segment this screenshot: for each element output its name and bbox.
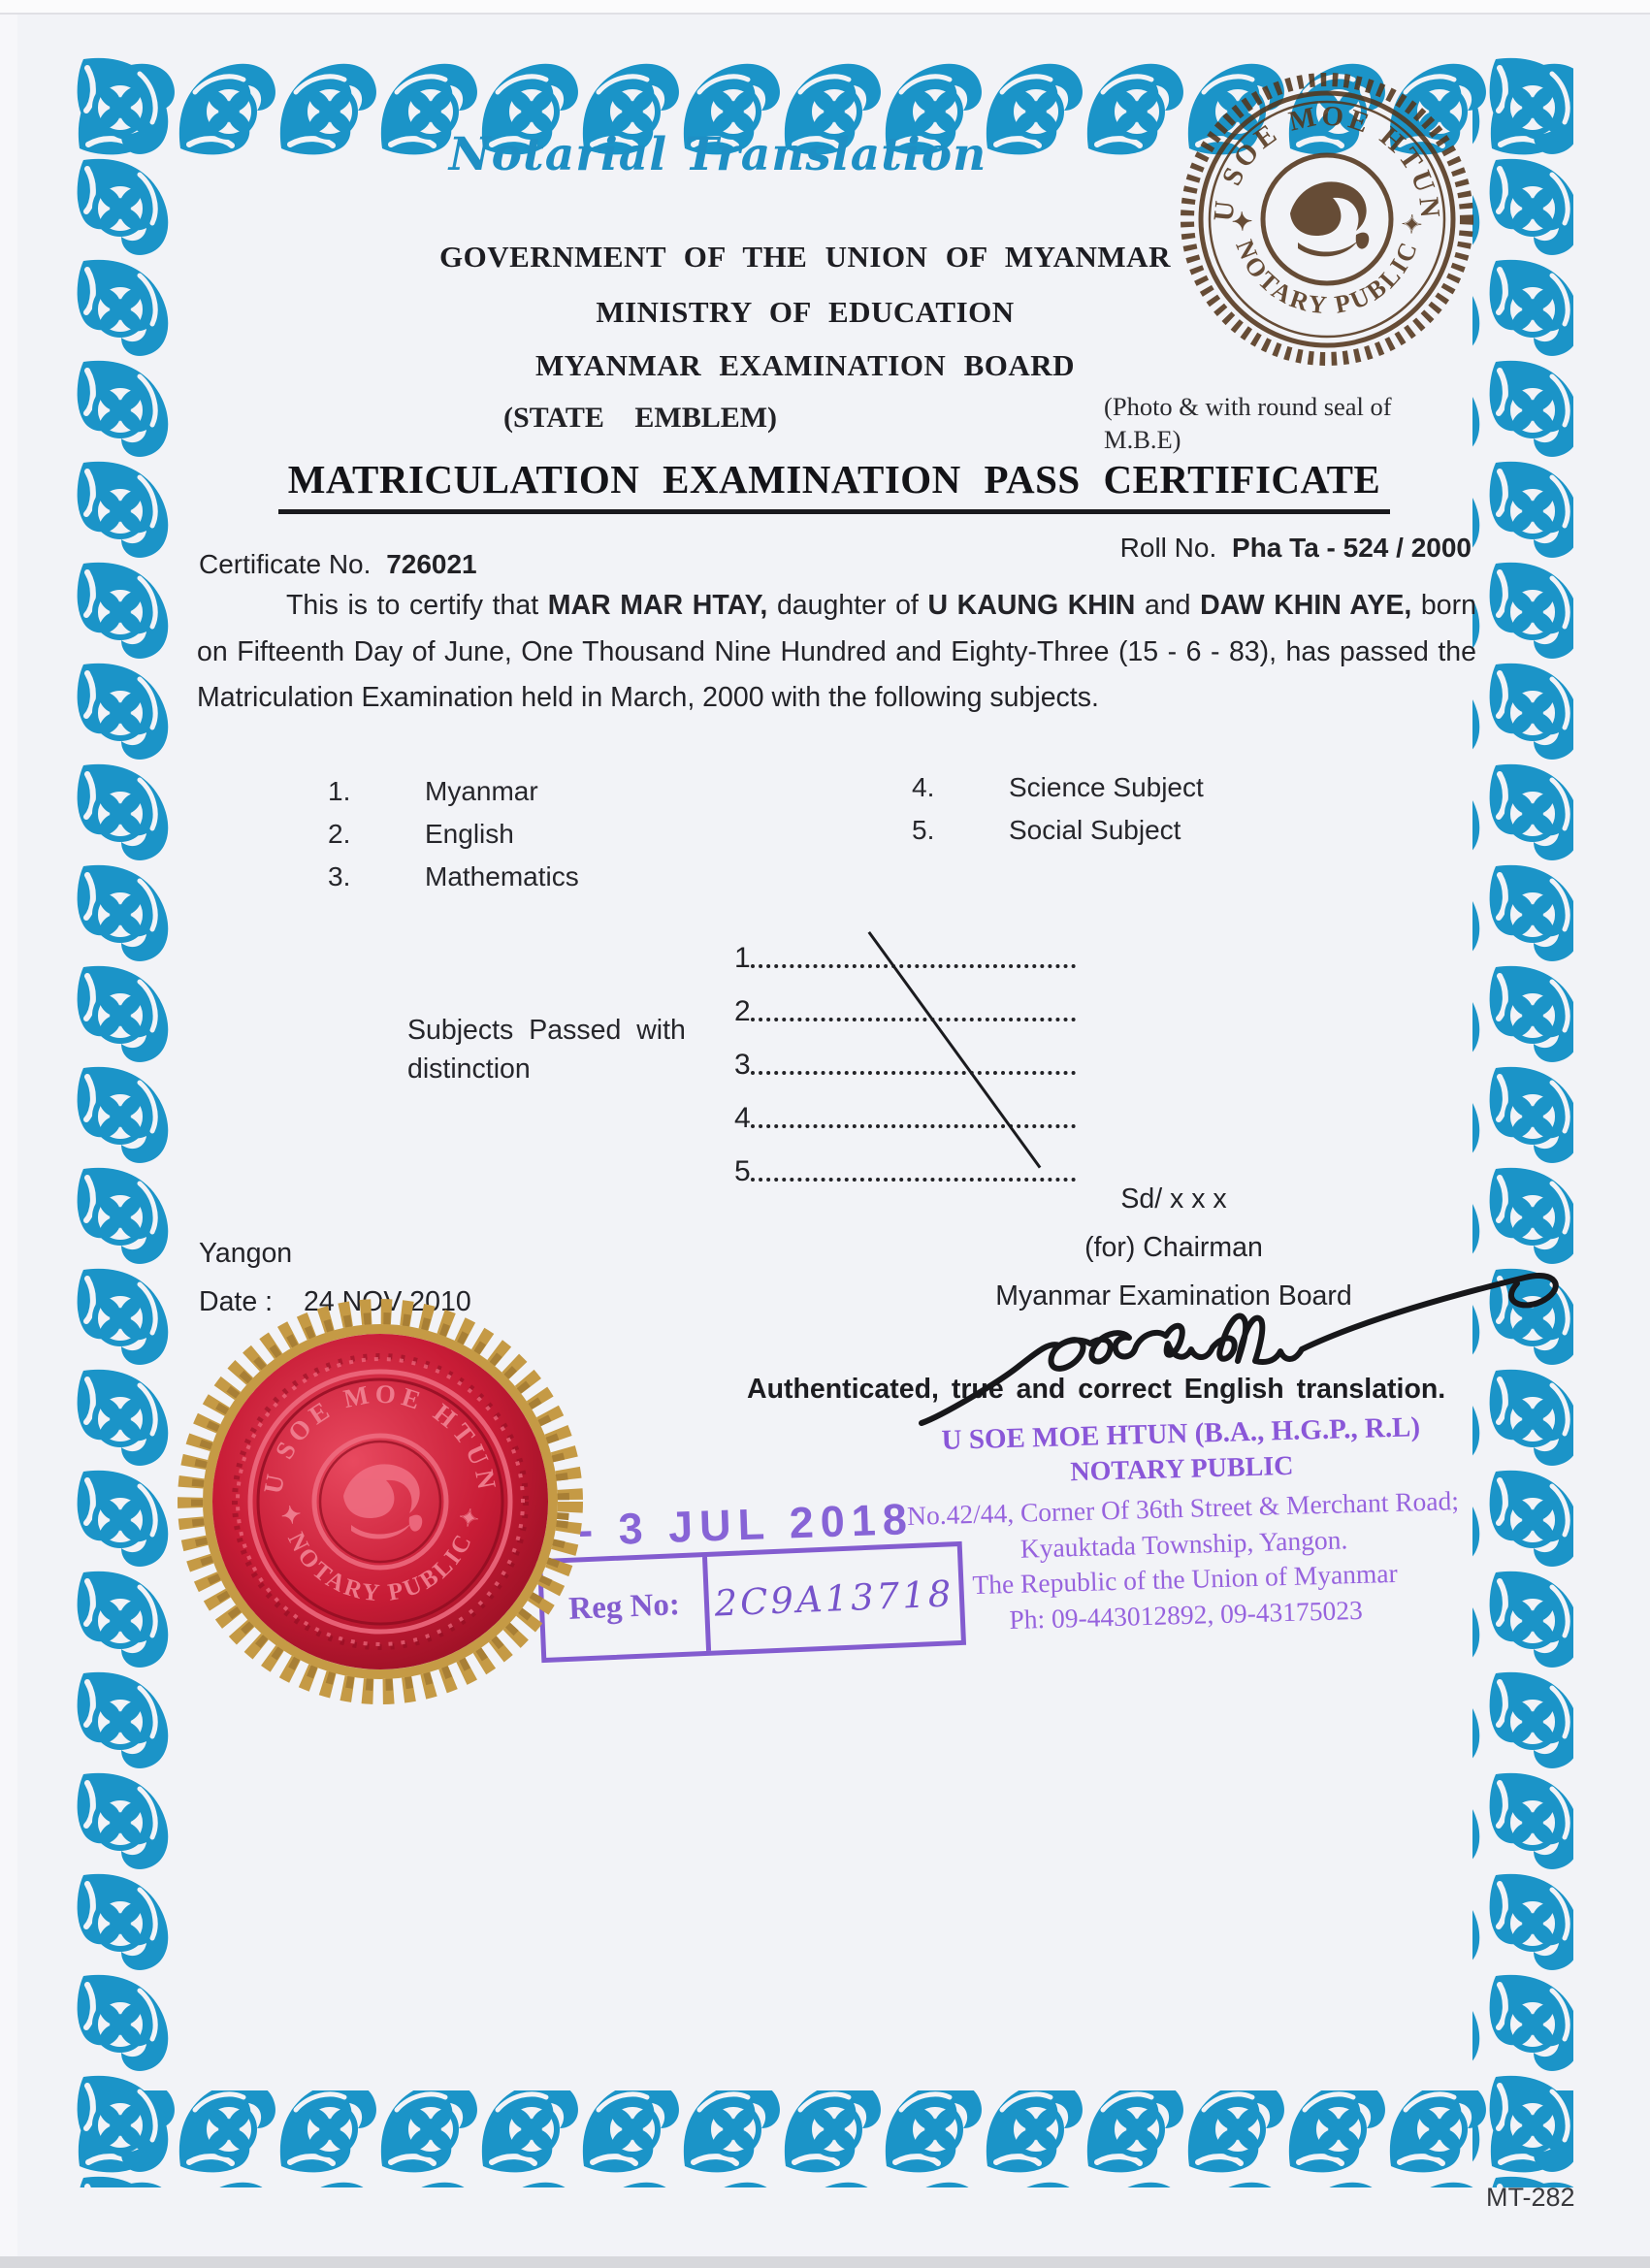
photo-note-line1: (Photo & with round seal of bbox=[1104, 392, 1392, 421]
distinction-num: 3 bbox=[734, 1049, 751, 1081]
dotted-leader bbox=[751, 1018, 1076, 1021]
red-embossed-notary-seal-icon bbox=[165, 1286, 596, 1717]
certificate-no bbox=[199, 549, 477, 580]
place-line: Yangon bbox=[199, 1238, 293, 1269]
reg-no-value: 2C9A13718 bbox=[713, 1572, 955, 1625]
dotted-leader bbox=[751, 1178, 1076, 1182]
subject-num: 5. bbox=[912, 815, 935, 845]
seal-arc-top-text: U SOE MOE HTUN bbox=[257, 1378, 503, 1497]
subject-row bbox=[328, 819, 579, 861]
reg-no-stamp bbox=[537, 1541, 966, 1663]
subject-row bbox=[912, 815, 1204, 858]
subject-num: 1. bbox=[328, 776, 351, 806]
certify-paragraph bbox=[197, 583, 1476, 722]
notary-address-line3: The Republic of the Union of Myanmar bbox=[972, 1557, 1399, 1601]
notary-name-line: U SOE MOE HTUN (B.A., H.G.P., R.L) bbox=[941, 1411, 1421, 1456]
subject-row bbox=[912, 772, 1204, 815]
father-name: U KAUNG KHIN bbox=[927, 590, 1136, 621]
authentication-statement: Authenticated, true and correct English translation. bbox=[747, 1374, 1446, 1405]
dotted-leader bbox=[751, 964, 1076, 968]
subject-label: Social Subject bbox=[1009, 815, 1181, 845]
subjects-col1 bbox=[328, 776, 579, 904]
distinction-row bbox=[734, 1133, 1076, 1186]
distinction-row bbox=[734, 1080, 1076, 1133]
certificate-no-value: 726021 bbox=[386, 549, 477, 579]
scan-edge-left bbox=[0, 0, 17, 2268]
gov-heading-line3: MYANMAR EXAMINATION BOARD bbox=[534, 348, 1076, 382]
certify-mid1: daughter of bbox=[767, 590, 928, 621]
certify-pre: This is to certify that bbox=[286, 590, 548, 621]
distinction-label-line1: Subjects Passed with bbox=[407, 1015, 686, 1046]
distinction-num: 2 bbox=[734, 995, 751, 1027]
subject-num: 3. bbox=[328, 861, 351, 891]
form-code: MT-282 bbox=[1486, 2183, 1575, 2212]
for-chairman-line: (for) Chairman bbox=[1084, 1232, 1263, 1263]
subject-label: English bbox=[425, 819, 514, 849]
distinction-label bbox=[407, 1011, 708, 1088]
subject-row bbox=[328, 776, 579, 819]
notary-address-line1: No.42/44, Corner Of 36th Street & Merchant Road; bbox=[906, 1485, 1460, 1531]
distinction-label-line2: distinction bbox=[407, 1053, 531, 1085]
roll-no-value: Pha Ta - 524 / 2000 bbox=[1232, 533, 1472, 563]
subject-num: 4. bbox=[912, 772, 935, 802]
notary-address-line2: Kyauktada Township, Yangon. bbox=[1019, 1523, 1348, 1564]
distinction-num: 1 bbox=[734, 942, 751, 974]
notary-signature bbox=[902, 1217, 1581, 1441]
distinction-num: 5 bbox=[734, 1155, 751, 1187]
distinction-row bbox=[734, 1026, 1076, 1080]
mother-name: DAW KHIN AYE, bbox=[1200, 590, 1412, 621]
roll-no-label: Roll No. bbox=[1119, 533, 1217, 563]
student-name: MAR MAR HTAY, bbox=[547, 590, 768, 621]
date-received-stamp: - 3 JUL 2018 bbox=[577, 1493, 915, 1556]
gov-heading-line1: GOVERNMENT OF THE UNION OF MYANMAR bbox=[439, 240, 1171, 274]
sd-line: Sd/ x x x bbox=[1120, 1183, 1227, 1215]
roll-no bbox=[1057, 533, 1472, 564]
stamp-arc-bottom-text: ✦ NOTARY PUBLIC ✦ bbox=[1226, 210, 1428, 320]
main-title: MATRICULATION EXAMINATION PASS CERTIFICATE bbox=[278, 456, 1391, 514]
notarial-translation-title: Notarial Translation bbox=[448, 128, 987, 181]
notary-title-line: NOTARY PUBLIC bbox=[1069, 1450, 1294, 1488]
subject-row bbox=[328, 861, 579, 904]
subject-label: Myanmar bbox=[425, 776, 538, 806]
reg-no-label: Reg No: bbox=[542, 1557, 711, 1658]
photo-note-line2: M.B.E) bbox=[1104, 425, 1181, 454]
subject-num: 2. bbox=[328, 819, 351, 849]
photo-note bbox=[1104, 390, 1434, 456]
main-title-wrap bbox=[223, 456, 1445, 514]
subject-label: Mathematics bbox=[425, 861, 579, 891]
state-emblem-label: (STATE EMBLEM) bbox=[502, 402, 778, 434]
date-value: 24 NOV 2010 bbox=[303, 1286, 471, 1317]
date-label: Date : bbox=[199, 1286, 274, 1317]
subjects-col2 bbox=[912, 772, 1204, 858]
notary-identity-block bbox=[899, 1410, 1468, 1640]
certificate-no-label: Certificate No. bbox=[199, 549, 372, 579]
dotted-leader bbox=[751, 1124, 1076, 1128]
subject-label: Science Subject bbox=[1009, 772, 1204, 802]
distinction-num: 4 bbox=[734, 1102, 751, 1134]
certify-mid2: and bbox=[1135, 590, 1201, 621]
board-line: Myanmar Examination Board bbox=[995, 1280, 1352, 1312]
gov-heading-line2: MINISTRY OF EDUCATION bbox=[596, 295, 1015, 329]
distinction-row bbox=[734, 920, 1076, 973]
seal-arc-bottom-text: ✦ NOTARY PUBLIC ✦ bbox=[275, 1503, 486, 1607]
certify-rest: born on Fifteenth Day of June, One Thousand Nine Hundred and Eighty-Three (15 - 6 - 83), has passed the Matriculation Examination held in March, 2000 with the following subjects. bbox=[197, 590, 1476, 713]
stamp-arc-top-text: U SOE MOE HTUN bbox=[1208, 100, 1446, 223]
scan-edge-top bbox=[0, 0, 1650, 15]
scan-edge-bottom bbox=[0, 2256, 1650, 2268]
notary-phone-line: Ph: 09-443012892, 09-43175023 bbox=[1009, 1594, 1364, 1635]
dotted-leader bbox=[751, 1071, 1076, 1075]
